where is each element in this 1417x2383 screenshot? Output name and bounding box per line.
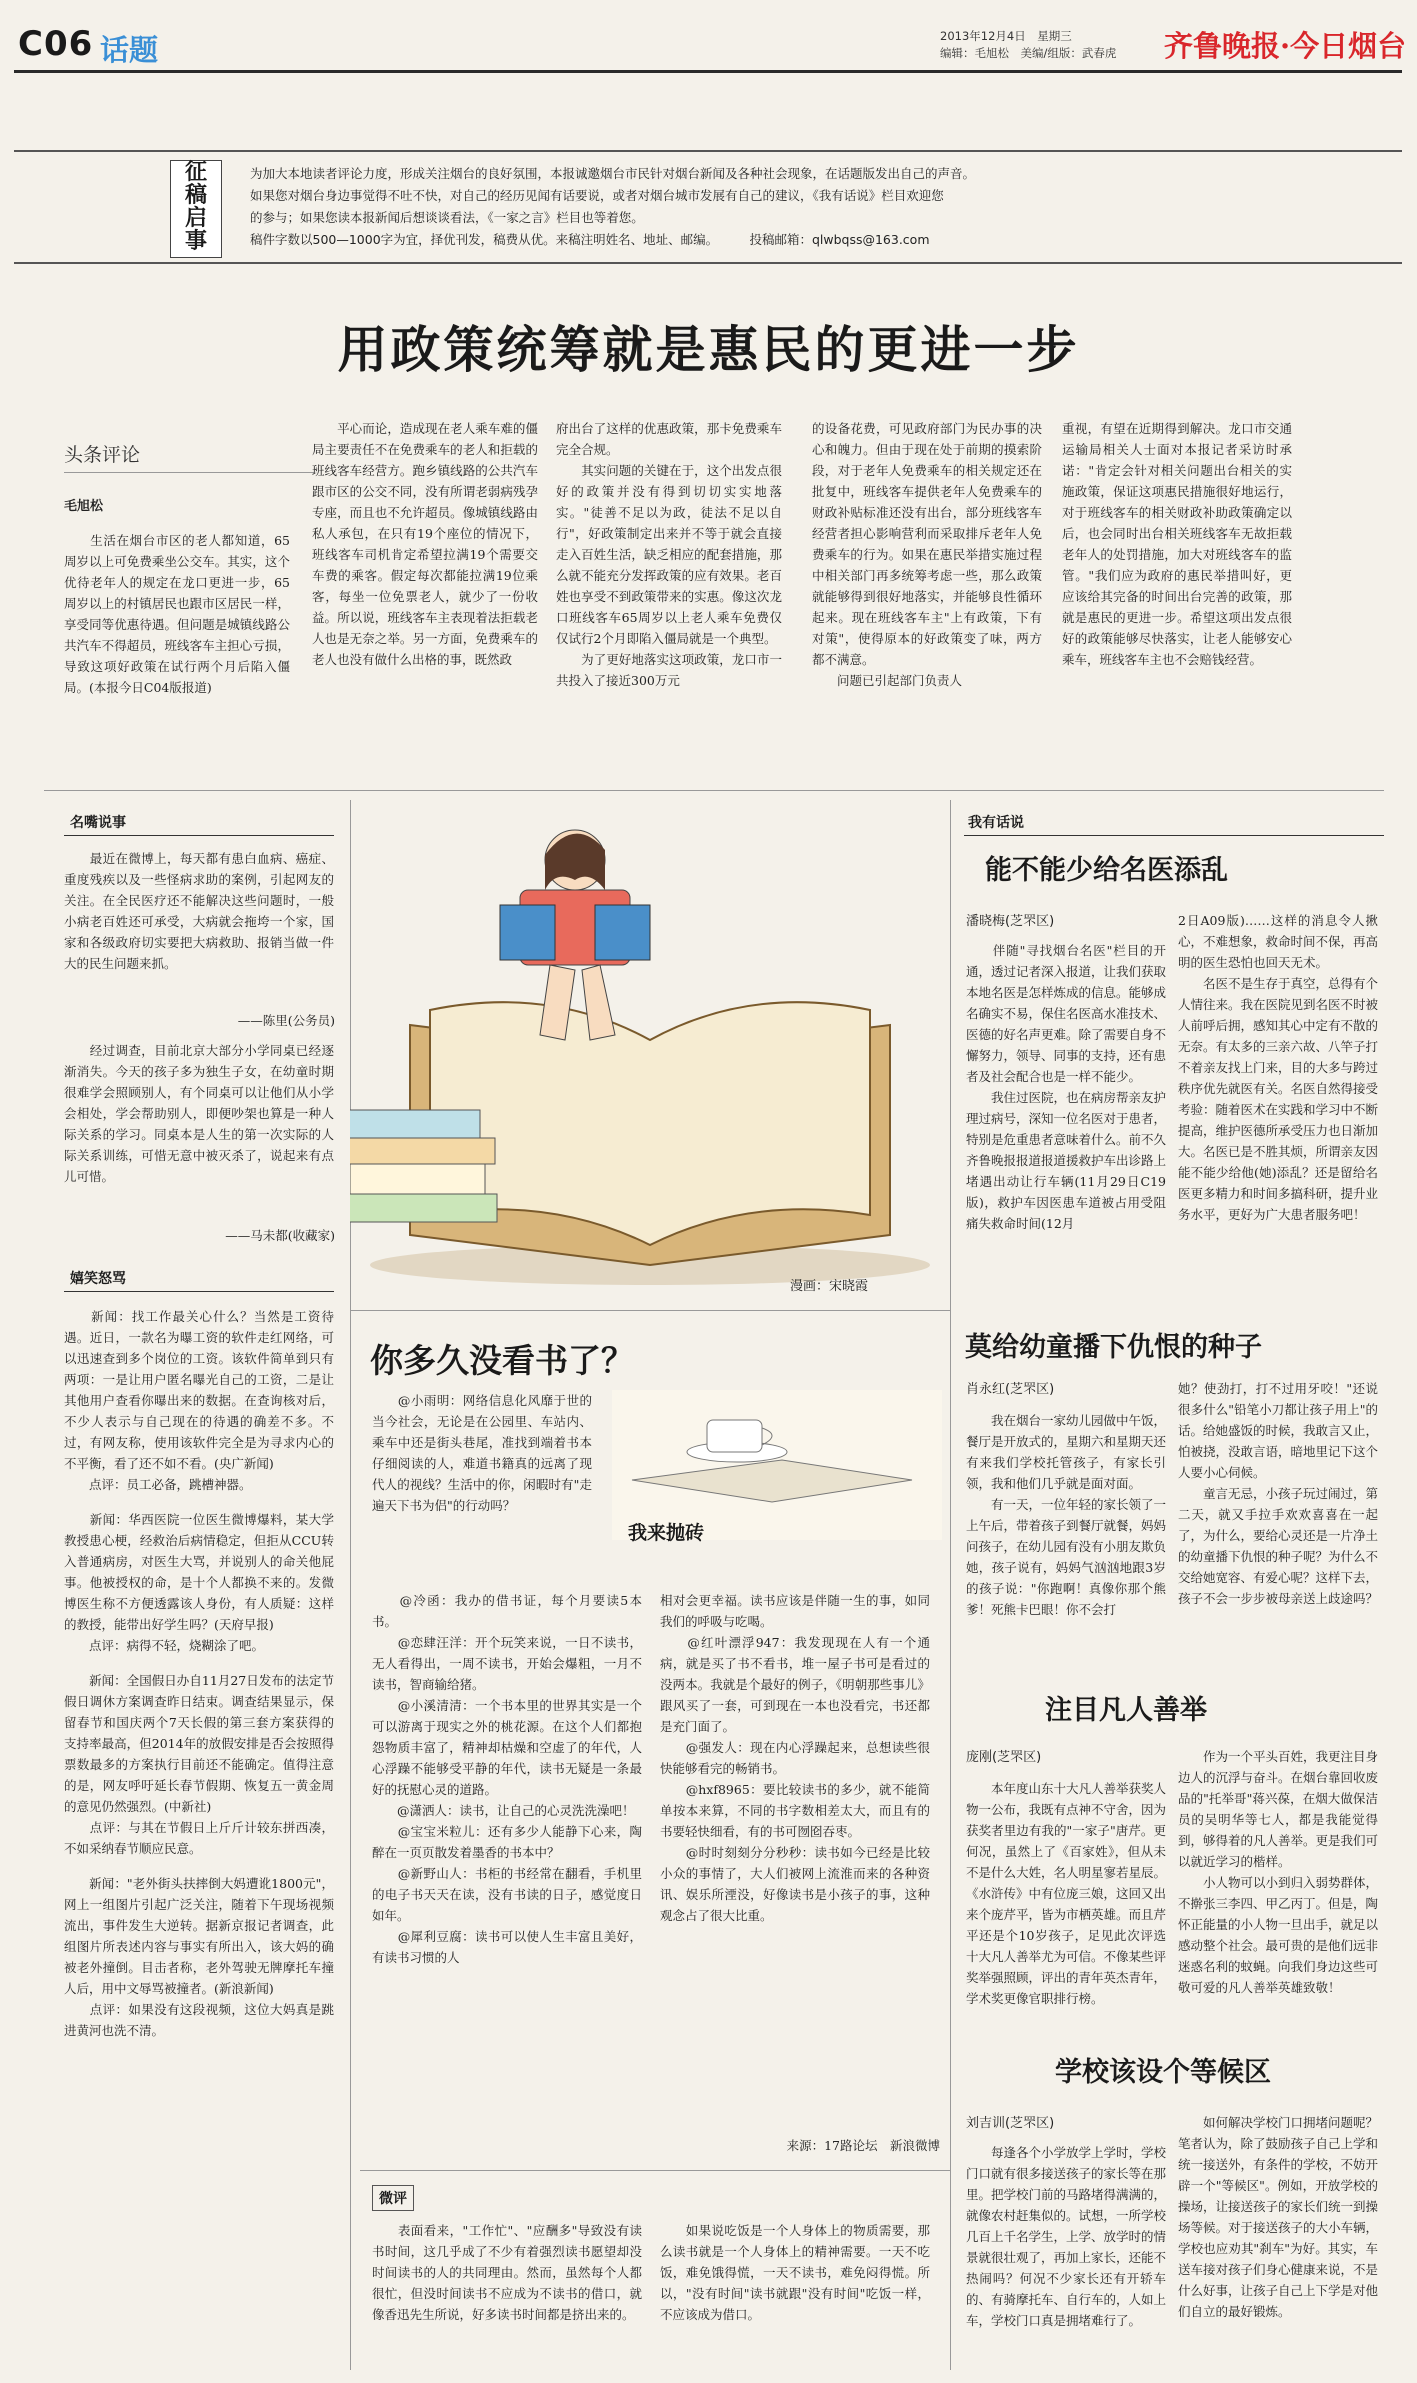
notice-tag-char: 启 [184, 206, 207, 231]
xiyao-label: 嬉笑怒骂 [70, 1271, 126, 1287]
reading-comments-col2: 相对会更幸福。读书应该是伴随一生的事，如同我们的呼吸与吃喝。 @红叶漂浮947：我发现现在人有一个通病，就是买了书不看书，堆一屋子书可是看过的没两本。我就是个最好的例子，《明朝那些事儿》跟风买了一套，可到现在一本也没看完，书还都是充门面了。 @强发人：现在内心浮躁起来，总想读些很快能够看完的畅销书。 @hxf8965：要比较读书的多少，就不能简单按本来算，不同的书字数相差太大，而且有的书要轻快细看，有的书可囫囵吞枣。 @时时刻刻分分秒秒：读书如今已经是比较小众的事情了，大人们被网上流淮而来的各种资讯、娱乐所湮没，好像读书是小孩子的事，这种观念占了很大比重。 [660, 1593, 930, 1923]
news-text: 新闻：找工作最关心什么？当然是工资待遇。近日，一款名为曝工资的软件走红网络，可以迅速查到多个岗位的工资。该软件简单到只有两项：一是让用户匿名曝光自己的工资，二是让其他用户查看你曝出来的数据。在查询核对后，不少人表示与自己现在的待遇的确差不多。不过，有网友称，使用该软件完全是为寻求内心的不平衡，看了还不如不看。(央广新闻) [64, 1309, 334, 1471]
article-4-col2: 如何解决学校门口拥堵问题呢？笔者认为，除了鼓励孩子自己上学和统一接送外，有条件的学校，不妨开辟一个"等候区"。例如，开放学校的操场，让接送孩子的家长们统一到操场等候。对于接送孩子的大小车辆，学校也应劝其"刹车"为好。其实，车送车接对孩子们身心健康来说，不是什么好事，让孩子自己上下学是对他们自立的最好锻炼。 [1178, 2115, 1379, 2319]
notice-text [250, 163, 1390, 251]
news-text: 新闻：华西医院一位医生微博爆料，某大学教授患心梗，经救治后病情稳定，但拒从CCU转入普通病房，对医生大骂，并说别人的命关他屁事。他被授权的命，是十个人都换不来的。发微博医生称不方便透露该人身份，有人质疑：这样的教授，能带出好学生吗？(天府早报) [64, 1512, 334, 1632]
article-4-col1: 每逢各个小学放学上学时，学校门口就有很多接送孩子的家长等在那里。把学校门前的马路堵得满满的，就像农村赶集似的。试想，一所学校几百上千名学生，上学、放学时的情景就很壮观了，再加上家长，还能不热闹吗？何况不少家长还有开轿车的、有骑摩托车、自行车的，人如上车，学校门口真是拥堵难行了。 [966, 2145, 1167, 2328]
notice-rules: 稿件字数以500—1000字为宜，择优刊发，稿费从优。来稿注明姓名、地址、邮编。 [250, 232, 712, 247]
xiyao-rule [64, 1291, 334, 1292]
lead-column-4: 的设备花费，可见政府部门为民办事的决心和魄力。但由于现在处于前期的摸索阶段，对于老年人免费乘车的相关规定还在批复中，班线客车提供老年人免费乘车的财政补贴标准还没有出台，部分班线客车经营者担心影响营利而采取排斥老年人免费乘车的行为。如果在惠民举措实施过程中相关部门再多统筹考虑一些，那么政策就能够得到很好地落实，并能够良性循环起来。现在班线客车主"上有政策，下有对策"，使得原本的好政策变了味，两方都不满意。 问题已引起部门负责人 [812, 421, 1042, 688]
section-rule [44, 790, 1384, 791]
column-rule-right [950, 800, 951, 2370]
mingzui-signature-2: ——马未都(收藏家) [225, 1228, 335, 1243]
article-1-byline: 潘晓梅(芝罘区) [966, 914, 1055, 929]
weiping-rule [360, 2170, 950, 2171]
lead-column-3: 府出台了这样的优惠政策，那卡免费乘车完全合规。 其实问题的关键在于，这个出发点很好的政策并没有得到切切实实地落实。"徒善不足以为政，徒法不足以自行"，好政策制定出来并不等于就会直接走入百姓生活，缺乏相应的配套措施，那么就不能充分发挥政策的应有效果。老百姓也享受不到政策带来的实惠。像这次龙口班线客车65周岁以上老人乘车免费仅仅试行2个月即陷入僵局就是一个典型。 为了更好地落实这项政策，龙口市一共投入了接近300万元 [556, 421, 782, 688]
right-label-rule [964, 835, 1384, 836]
article-3-title: 注目凡人善举 [1045, 1695, 1207, 1726]
article-2-title: 莫给幼童播下仇恨的种子 [965, 1332, 1262, 1363]
headline: 用政策统筹就是惠民的更进一步 [337, 320, 1080, 379]
mingzui-label: 名嘴说事 [70, 815, 126, 831]
article-3-byline: 庞刚(芝罘区) [966, 1750, 1042, 1765]
news-text: 新闻："老外街头扶摔倒大妈遭讹1800元"，网上一组图片引起广泛关注，随着下午现场视频流出，事件发生大逆转。据新京报记者调查，此组图片所表述内容与事实有所出入，该大妈的确被老外撞倒。目击者称，老外驾驶无牌摩托车撞人后，用中文辱骂被撞者。(新浪新闻) [64, 1876, 334, 1996]
cartoon-illustration [350, 795, 960, 1305]
notice-line: 为加大本地读者评论力度，形成关注烟台的良好氛围，本报诚邀烟台市民针对烟台新闻及各种社会现象，在话题版发出自己的声音。 [250, 166, 976, 181]
weiping-column-2: 如果说吃饭是一个人身体上的物质需要，那么读书就是一个人身体上的精神需要。一天不吃饭，难免饿得慌，一天不读书，难免闷得慌。所以，"没有时间"读书就跟"没有时间"吃饭一样，不应该成为借口。 [660, 2223, 930, 2322]
page-code: C06 [18, 24, 94, 64]
article-4-byline: 刘吉训(芝罘区) [966, 2116, 1055, 2131]
article-1-col2: 2日A09版)……这样的消息令人揪心，不难想象，救命时间不保，再高明的医生恐怕也回天无术。 名医不是生存于真空，总得有个人情往来。我在医院见到名医不时被人前呼后拥，感知其心中定有不散的无奈。有太多的三亲六故、八竿子打不着亲友找上门来，目的大多与跨过秩序优先就医有关。名医自然得接受考验：随着医术在实践和学习中不断提高，维护医德所承受压力也日渐加大。名医已是不胜其烦，所谓亲友因能不能少给他(她)添乱？还是留给名医更多精力和时间多搞科研，提升业务水平，更好为广大患者服务吧！ [1178, 913, 1379, 1222]
lead-column-1: 生活在烟台市区的老人都知道，65周岁以上可免费乘坐公交车。其实，这个优待老年人的规定在龙口更进一步，65周岁以上的村镇居民也跟市区居民一样，享受同等优惠待遇。但问题是城镇线路公共汽车不得超员，班线客车主担心亏损，导致这项好政策在试行两个月后陷入僵局。(本报今日C04版报道) [64, 533, 290, 695]
newspaper-brand: 齐鲁晚报·今日烟台 [1164, 29, 1407, 63]
article-3-col2: 作为一个平头百姓，我更注目身边人的沉浮与奋斗。在烟台靠回收废品的"托举哥"蒋兴葆，在烟大做保洁员的吴明华等七人，都是我能觉得到，够得着的凡人善举。更是我们可以就近学习的楷样。 小人物可以小到归入弱势群体，不擀张三李四、甲乙丙丁。但是，陶怀正能量的小人物一旦出手，就足以感动整个社会。最可贵的是他们远非迷惑名利的蚊蝇。向我们身边这些可敬可爱的凡人善举英雄致敬！ [1178, 1749, 1379, 1995]
wolaipaozhuan-label: 我来抛砖 [628, 1522, 705, 1544]
reading-topic-title: 你多久没看书了？ [370, 1341, 634, 1380]
article-2-col2: 她？使劲打，打不过用牙咬！"还说很多什么"铅笔小刀都让孩子用上"的话。给她盛饭的时候，我敢言又止，怕被挠，没敢言语，暗地里记下这个人要小心伺候。 童言无忌，小孩子玩过闹过，第二天，就又手拉手欢欢喜喜在一起了，为什么，要给心灵还是一片净土的幼童播下仇恨的种子呢？为什么不交给她宽容、有爱心呢？这样下去，孩子不会一步步被母亲送上歧途吗？ [1178, 1381, 1379, 1606]
notice-line [250, 229, 1390, 251]
lead-column-5: 重视，有望在近期得到解决。龙口市交通运输局相关人士面对本报记者采访时承诺："肯定会针对相关问题出台相关的实施政策，保证这项惠民措施很好地运行，对于班线客车的相关财政补助政策确定以后，也会同时出台相关班线客车无故拒载老年人的处罚措施，加大对班线客车的监管。"我们应为政府的惠民举措叫好，更应该给其完备的时间出台完善的政策，那就是惠民的更进一步。希望这项出发点很好的政策能够尽快落实，让老人能够安心乘车，班线客车主也不会赔钱经营。 [1062, 421, 1292, 667]
cartoon-rule [350, 1310, 950, 1311]
mingzui-rule [64, 835, 334, 836]
header-rule [14, 70, 1402, 73]
news-text: 新闻：全国假日办自11月27日发布的法定节假日调休方案调查昨日结束。调查结果显示，保留春节和国庆两个7天长假的第三套方案获得的支持率最高，但2014年的放假安排是否会按照得票数最多的方案执行目前还不能确定。值得注意的是，网友呼吁延长春节假期、恢复五一黄金周的意见仍然强烈。(中新社) [64, 1673, 334, 1814]
news-comment: 点评：病得不轻，烧糊涂了吧。 [64, 1638, 265, 1653]
mingzui-item-1: 最近在微博上，每天都有患白血病、癌症、重度残疾以及一些怪病求助的案例，引起网友的关注。在全民医疗还不能解决这些问题时，一般小病老百姓还可承受，大病就会拖垮一个家，国家和各级政府切实要把大病救助、报销当做一件大的民生问题来抓。 [64, 851, 334, 971]
article-2-byline: 肖永红(芝罘区) [966, 1382, 1055, 1397]
wo-you-hua-shuo-label: 我有话说 [968, 815, 1024, 831]
notice-line: 的参与；如果您读本报新闻后想谈谈看法，《一家之言》栏目也等着您。 [250, 210, 644, 225]
reading-intro: @小雨明：网络信息化风靡于世的当今社会，无论是在公园里、车站内、乘车中还是街头巷尾，准找到端着书本仔细阅读的人，难道书籍真的远离了现代人的视线？生活中的你，闲暇时有"走遍天下书为侣"的行动吗？ [372, 1393, 592, 1513]
notice-tag-char: 征 [184, 160, 207, 185]
article-4-title: 学校该设个等候区 [1055, 2057, 1271, 2088]
news-comment: 点评：如果没有这段视频，这位大妈真是跳进黄河也洗不清。 [64, 2002, 334, 2038]
notice-tag [170, 160, 222, 258]
article-1-col1: 伴随"寻找烟台名医"栏目的开通，透过记者深入报道，让我们获取本地名医是怎样炼成的信息。能够成名确实不易，保住名医高水准技术、医德的好名声更难。除了需要自身不懈努力，领导、同事的支持，还有患者及社会配合也是一样不能少。 我住过医院，也在病房帮亲友护理过病号，深知一位名医对于患者，特别是危重患者意味着什么。前不久齐鲁晚报报道报道援救护车出诊路上堵遇出动让行车辆(11月29日C19版)，救护车因医患车道被占用受阻痛失救命时间(12月 [966, 943, 1167, 1231]
cartoon-credit: 漫画：宋晓霞 [790, 1279, 869, 1294]
news-comment: 点评：员工必备，跳槽神器。 [64, 1477, 252, 1492]
news-comment: 点评：与其在节假日上斤斤计较东拼西凑，不如采纳春节顺应民意。 [64, 1820, 334, 1856]
article-3-col1: 本年度山东十大凡人善举获奖人物一公布，我既有点神不守舍，因为获奖者里边有我的"一家子"唐芹。更何况，虽然上了《百家姓》，但从未不是什么大姓，名人明星寥若星辰。《水浒传》中有位庞三娘，这回又出来个庞芹平，皆为市栖英雄。而且芹平还是个10岁孩子，足见此次评选十大凡人善举尤为可信。不像某些评奖举强照顾，评出的青年英杰青年，学术奖更像官职排行榜。 [966, 1781, 1167, 2006]
section-name: 话题 [100, 33, 159, 67]
mingzui-item-2: 经过调查，目前北京大部分小学同桌已经逐渐消失。今天的孩子多为独生子女，在幼童时期很难学会照顾别人，有个同桌可以让他们从小学会相处，学会帮助别人，即便吵架也算是一种人际关系的学习。同桌本是人生的第一次实际的人际关系训练，可惜无意中被灭杀了，说起来有点儿可惜。 [64, 1043, 334, 1184]
mingzui-signature-1: ——陈里(公务员) [237, 1013, 335, 1028]
weiping-label: 微评 [372, 2185, 414, 2211]
notice-tag-char: 事 [184, 229, 207, 254]
xiyao-news-1 [64, 1306, 334, 2041]
article-1-title: 能不能少给名医添乱 [985, 855, 1228, 886]
lead-author: 毛旭松 [64, 499, 104, 514]
notice-tag-char: 稿 [184, 183, 207, 208]
lead-column-2: 平心而论，造成现在老人乘车难的僵局主要责任不在免费乘车的老人和拒载的班线客车经营方。跑乡镇线路的公共汽车跟市区的公交不同，没有所谓老弱病残孕专座，而且也不允许超员。像城镇线路由私人承包，在只有19个座位的情况下，班线客车司机肯定希望拉满19个需要交车费的乘客。假定每次都能拉满19位乘客，每坐一位免票老人，就少了一份收益。所以说，班线客车主表现着法拒载老人也是无奈之举。另一方面，免费乘车的老人也没有做什么出格的事，既然政 [312, 421, 538, 667]
article-2-col1: 我在烟台一家幼儿园做中午饭，餐厅是开放式的，星期六和星期天还有来我们学校托管孩子，有家长引领，我和他们几乎就是面对面。 有一天，一位年轻的家长领了一上午后，带着孩子到餐厅就餐，妈妈问孩子，在幼儿园有没有小朋友欺负她，孩子说有，妈妈气汹汹地跟3岁的孩子说："你跑啊！真像你那个熊爹！死熊卡巴眼！你不会打 [966, 1413, 1167, 1617]
weiping-column-1: 表面看来，"工作忙"、"应酬多"导致没有读书时间，这几乎成了不少有着强烈读书愿望却没时间读书的人的共同理由。然而，虽然每个人都很忙，但没时间读书不应成为不读书的借口，就像香迅先生所说，好多读书时间都是挤出来的。 [372, 2223, 642, 2322]
submission-email: 投稿邮箱：qlwbqss@163.com [749, 232, 930, 247]
reading-comments-col1: @冷函：我办的借书证，每个月要读5本书。 @恋肆汪洋：开个玩笑来说，一日不读书，无人看得出，一周不读书，开始会爆粗，一月不读书，智商输给猪。 @小溪清清：一个书本里的世界其实是一个可以游离于现实之外的桃花源。在这个人们都抱怨物质丰富了，精神却枯燥和空虚了的年代，人心浮躁不能够受平静的年代，读书无疑是一条最好的抚慰心灵的道路。 @潇洒人：读书，让自己的心灵洗洗澡吧！ @宝宝米粒儿：还有多少人能静下心来，陶醉在一页页散发着墨香的书本中？ @新野山人：书柜的书经常在翻看，手机里的电子书天天在读，没有书读的日子，感觉度日如年。 @犀利豆腐：读书可以使人生丰富且美好，有读书习惯的人 [372, 1593, 642, 1965]
lead-label-rule [64, 472, 314, 473]
notice-line: 如果您对烟台身边事觉得不吐不快，对自己的经历见闻有话要说，或者对烟台城市发展有自己的建议，《我有话说》栏目欢迎您 [250, 188, 944, 203]
reading-source: 来源：17路论坛 新浪微博 [786, 2138, 940, 2153]
issue-date: 2013年12月4日 星期三 [940, 29, 1072, 43]
lead-label: 头条评论 [64, 444, 141, 466]
editors-line: 编辑：毛旭松 美编/组版：武春虎 [940, 46, 1117, 60]
